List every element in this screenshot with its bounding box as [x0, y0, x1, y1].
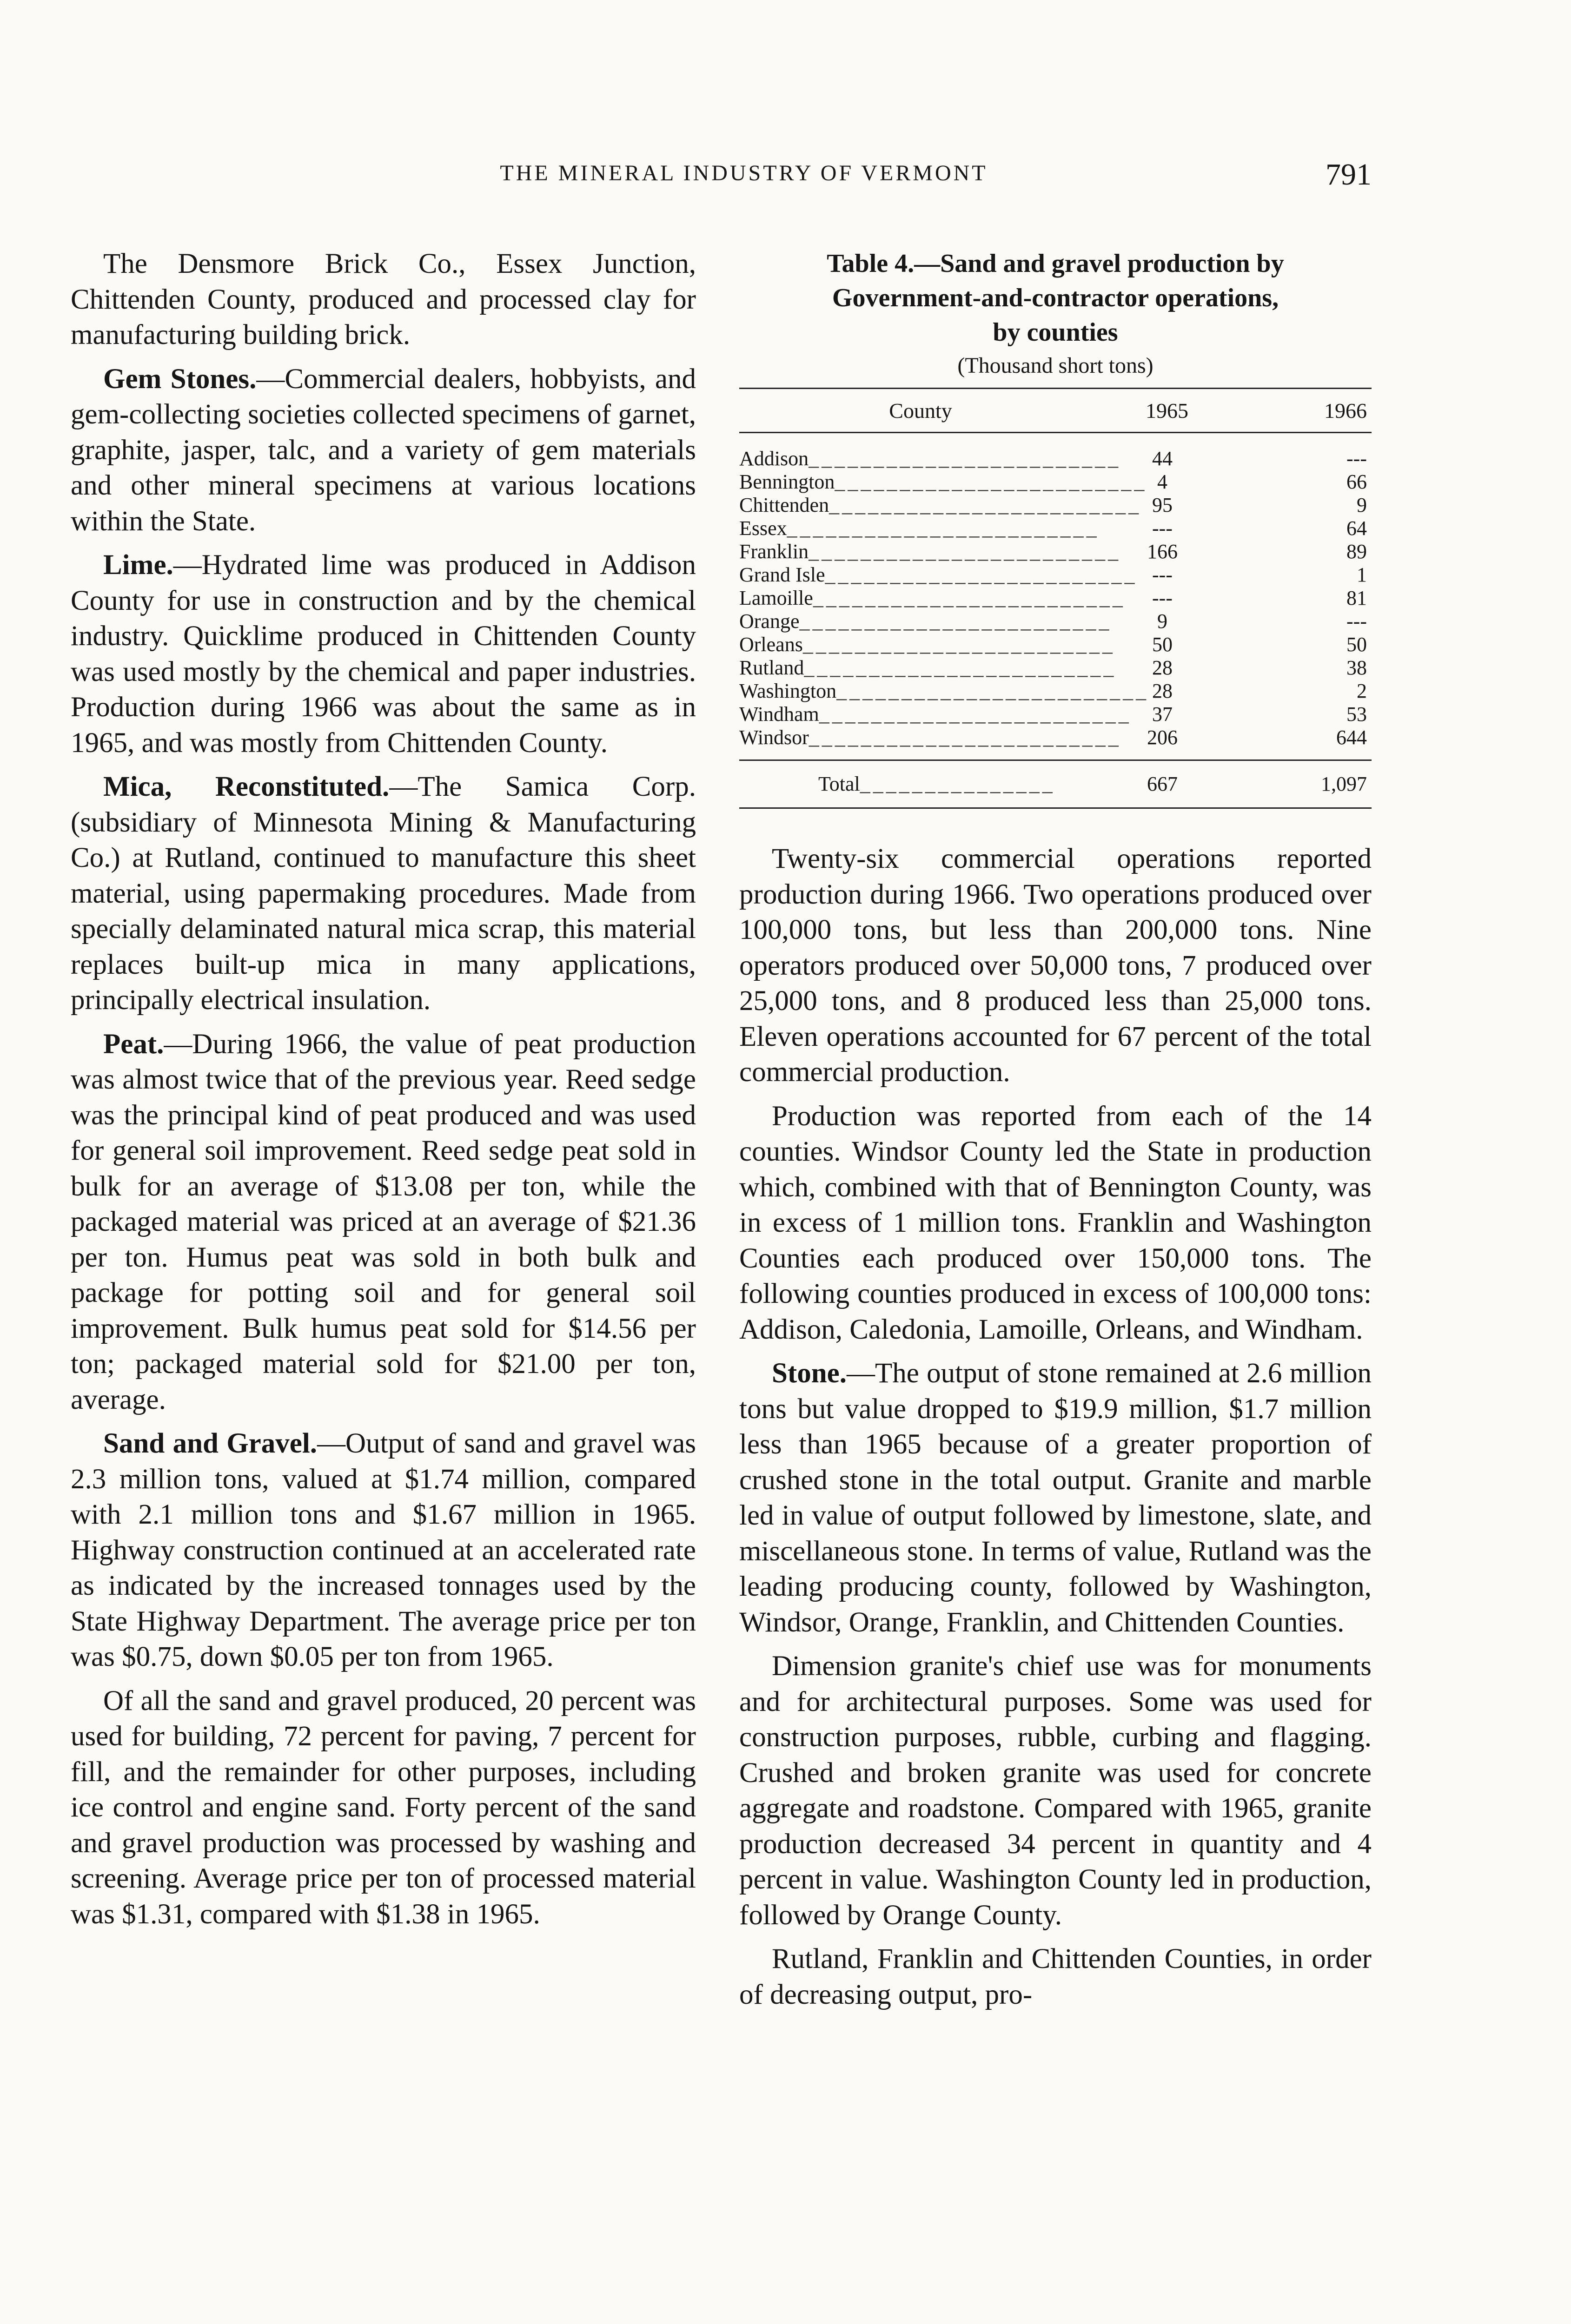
page-number: 791	[1326, 158, 1372, 191]
column-header: County	[889, 398, 952, 423]
value-1965: 28	[1152, 656, 1173, 679]
production-table	[739, 246, 1372, 809]
table-header	[739, 389, 1372, 433]
table-row: Orleans________________________ 50 50	[739, 633, 1372, 656]
section-heading: Stone.	[772, 1358, 847, 1389]
table-row: Bennington________________________ 4 66	[739, 470, 1372, 494]
paragraph: Twenty-six commercial operations reported production during 1966. Two operations produced over 100,000 tons, but less than 200,000 tons. Nine operators produced over 50,000 tons, 7 produced over 25,000 tons, and 8 produced less than 25,000 tons. Eleven operations accounted for 67 percent of the total commercial production.	[739, 843, 1372, 1088]
running-head: THE MINERAL INDUSTRY OF VERMONT	[500, 161, 988, 185]
value-1966: 81	[1346, 587, 1367, 609]
paragraph: The Densmore Brick Co., Essex Junction, Chittenden County, produced and processed clay for manufacturing building brick.	[71, 248, 696, 350]
paragraph: Lime.—Hydrated lime was produced in Addison County for use in construction and by the chemical industry. Quicklime produced in Chittenden County was used mostly by the chemical and paper industries. Production during 1966 was about the same as in 1965, and was mostly from Chittenden County.	[71, 549, 696, 759]
value-1965: 166	[1147, 540, 1178, 563]
value-1966: 1	[1357, 563, 1367, 586]
table-subtitle: (Thousand short tons)	[957, 353, 1153, 378]
value-1965: 9	[1157, 610, 1167, 633]
value-1965: ---	[1152, 587, 1173, 609]
section-heading: Gem Stones.	[103, 363, 257, 395]
paragraph: Of all the sand and gravel produced, 20 percent was used for building, 72 percent for paving, 7 percent for fill, and the remainder for other purposes, including ice control and engine sand. Forty percent of the sand and gravel production was processed by washing and screening. Average price per ton of processed material was $1.31, compared with $1.38 in 1965.	[71, 1685, 696, 1930]
value-1966: 64	[1346, 517, 1367, 540]
value-1965: 95	[1152, 494, 1173, 516]
column-header: 1966	[1324, 398, 1367, 423]
county-name: Grand Isle	[739, 563, 825, 586]
value-1966: 644	[1336, 726, 1367, 749]
table-row: Grand Isle________________________ --- 1	[739, 563, 1372, 587]
county-name: Chittenden	[739, 494, 829, 516]
paragraph: Peat.—During 1966, the value of peat production was almost twice that of the previous year. Reed sedge was the principal kind of peat produced and was used for general soil improvement. Reed sedge peat sold in bulk for an average of $13.08 per ton, while the packaged material was priced at an average of $21.36 per ton. Humus peat was sold in both bulk and package for potting soil and for general soil improvement. Bulk humus peat sold for $14.56 per ton; packaged material sold for $21.00 per ton, average.	[71, 1028, 696, 1415]
value-1965: 37	[1152, 703, 1173, 726]
county-name: Orange	[739, 610, 800, 633]
table-title-line: Government-and-contractor operations,	[832, 284, 1279, 312]
paragraph: Sand and Gravel.—Output of sand and gravel was 2.3 million tons, valued at $1.74 million, compared with 2.1 million tons and $1.67 million in 1965. Highway construction continued at an accelerated rate as indicated by the increased tonnages used by the State Highway Department. The average price per ton was $0.75, down $0.05 per ton from 1965.	[71, 1428, 696, 1672]
table-row: Addison________________________ 44 ---	[739, 447, 1372, 470]
table-row: Rutland________________________ 28 38	[739, 656, 1372, 680]
county-name: Orleans	[739, 633, 803, 656]
value-1966: 38	[1346, 656, 1367, 679]
table-row: Lamoille________________________ --- 81	[739, 587, 1372, 610]
total-1966: 1,097	[1321, 772, 1367, 795]
value-1966: 9	[1357, 494, 1367, 516]
paragraph: Rutland, Franklin and Chittenden Counties, in order of decreasing output, pro-	[739, 1943, 1372, 2010]
section-heading: Mica, Reconstituted.	[103, 771, 390, 802]
table-total-row: Total_______________ 667 1,097	[739, 761, 1372, 807]
county-name: Washington	[739, 680, 837, 702]
county-name: Franklin	[739, 540, 809, 563]
county-name: Essex	[739, 517, 787, 540]
county-name: Windham	[739, 703, 819, 726]
value-1966: ---	[1346, 447, 1367, 470]
table-row: Windsor________________________ 206 644	[739, 726, 1372, 749]
value-1965: 206	[1147, 726, 1178, 749]
total-label: Total	[818, 772, 860, 795]
right-column	[739, 841, 1372, 2021]
value-1966: 66	[1346, 470, 1367, 493]
value-1965: ---	[1152, 517, 1173, 540]
value-1966: ---	[1346, 610, 1367, 633]
paragraph: Stone.—The output of stone remained at 2.6 million tons but value dropped to $19.9 million, $1.7 million less than 1965 because of a greater proportion of crushed stone in the total output. Granite and marble led in value of output followed by limestone, slate, and miscellaneous stone. In terms of value, Rutland was the leading producing county, followed by Washington, Windsor, Orange, Franklin, and Chittenden Counties.	[739, 1358, 1372, 1638]
county-name: Bennington	[739, 470, 835, 493]
value-1965: 4	[1157, 470, 1167, 493]
value-1966: 53	[1346, 703, 1367, 726]
table-title-line: Table 4.—Sand and gravel production by	[827, 249, 1284, 278]
table-row: Orange________________________ 9 ---	[739, 610, 1372, 633]
county-name: Rutland	[739, 656, 804, 679]
value-1965: ---	[1152, 563, 1173, 586]
county-name: Lamoille	[739, 587, 813, 609]
table-row: Windham________________________ 37 53	[739, 703, 1372, 726]
value-1966: 2	[1357, 680, 1367, 702]
table-row: Washington________________________ 28 2	[739, 680, 1372, 703]
table-row: Essex________________________ --- 64	[739, 517, 1372, 540]
value-1965: 28	[1152, 680, 1173, 702]
section-heading: Sand and Gravel.	[103, 1428, 318, 1459]
value-1965: 44	[1152, 447, 1173, 470]
table-row: Franklin________________________ 166 89	[739, 540, 1372, 563]
table-body	[739, 433, 1372, 749]
paragraph: Gem Stones.—Commercial dealers, hobbyists, and gem-collecting societies collected specimens of garnet, graphite, jasper, talc, and a variety of gem materials and other mineral specimens at various locations within the State.	[71, 363, 696, 537]
paragraph: Production was reported from each of the 14 counties. Windsor County led the State in production which, combined with that of Bennington County, was in excess of 1 million tons. Franklin and Washington Counties each produced over 150,000 tons. The following counties produced in excess of 100,000 tons: Addison, Caledonia, Lamoille, Orleans, and Windham.	[739, 1100, 1372, 1345]
section-heading: Peat.	[103, 1028, 164, 1060]
paragraph: Mica, Reconstituted.—The Samica Corp. (subsidiary of Minnesota Mining & Manufacturing Co.) at Rutland, continued to manufacture this sheet material, using papermaking procedures. Made from specially delaminated natural mica scrap, this material replaces built-up mica in many applications, principally electrical insulation.	[71, 771, 696, 1016]
paragraph: Dimension granite's chief use was for monuments and for architectural purposes. Some was used for construction purposes, rubble, curbing and flagging. Crushed and broken granite was used for concrete aggregate and roadstone. Compared with 1965, granite production decreased 34 percent in quantity and 4 percent in value. Washington County led in production, followed by Orange County.	[739, 1651, 1372, 1931]
value-1965: 50	[1152, 633, 1173, 656]
column-header: 1965	[1146, 398, 1188, 423]
value-1966: 50	[1346, 633, 1367, 656]
section-heading: Lime.	[103, 549, 173, 581]
left-column	[71, 246, 696, 1941]
county-name: Addison	[739, 447, 809, 470]
table-row: Chittenden________________________ 95 9	[739, 494, 1372, 517]
total-1965: 667	[1147, 772, 1178, 795]
value-1966: 89	[1346, 540, 1367, 563]
county-name: Windsor	[739, 726, 809, 749]
table-title-line: by counties	[993, 318, 1118, 347]
